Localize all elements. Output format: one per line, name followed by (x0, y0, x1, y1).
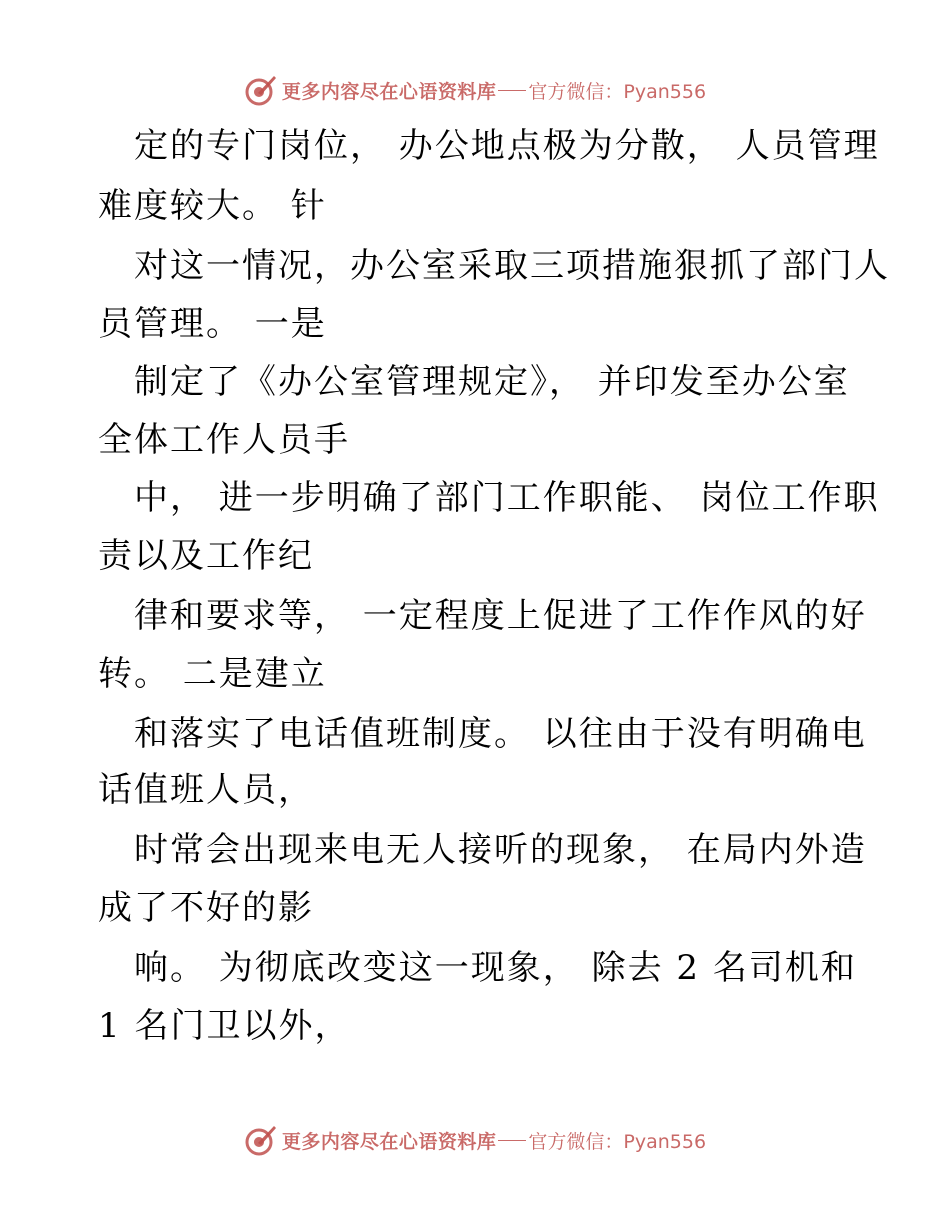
watermark-main-text: 更多内容尽在心语资料库 (281, 1130, 497, 1153)
watermark-dash (498, 90, 526, 91)
text-line: 中， 进一步明确了部门工作职能、 岗位工作职 (134, 478, 880, 518)
text-line: 对这一情况，办公室采取三项措施狠抓了部门人 (134, 246, 890, 286)
text-line: 全体工作人员手 (98, 420, 350, 460)
text-line: 成了不好的影 (98, 888, 314, 928)
quill-logo-icon (244, 1123, 278, 1157)
text-line: 责以及工作纪 (98, 536, 314, 576)
text-line: 时常会出现来电无人接听的现象， 在局内外造 (134, 830, 867, 870)
text-line: 1 名门卫以外， (98, 1006, 351, 1046)
quill-logo-icon (244, 73, 278, 107)
text-line: 转。 二是建立 (98, 654, 327, 694)
text-line: 话值班人员， (98, 770, 314, 810)
watermark-main-text: 更多内容尽在心语资料库 (281, 80, 497, 103)
watermark-contact-text: 官方微信：Pyan556 (528, 1130, 707, 1153)
text-line: 和落实了电话值班制度。 以往由于没有明确电 (134, 714, 867, 754)
footer-watermark (0, 1120, 950, 1160)
text-line: 制定了《办公室管理规定》， 并印发至办公室 (134, 362, 850, 402)
watermark-dash (498, 1140, 526, 1141)
watermark-contact-text: 官方微信：Pyan556 (528, 80, 707, 103)
header-watermark (0, 70, 950, 110)
text-line: 律和要求等， 一定程度上促进了工作作风的好 (134, 596, 867, 636)
text-line: 响。 为彻底改变这一现象， 除去 2 名司机和 (134, 948, 857, 988)
text-line: 定的专门岗位， 办公地点极为分散， 人员管理 (134, 126, 880, 166)
text-line: 员管理。 一是 (98, 304, 327, 344)
text-line: 难度较大。 针 (98, 186, 327, 226)
